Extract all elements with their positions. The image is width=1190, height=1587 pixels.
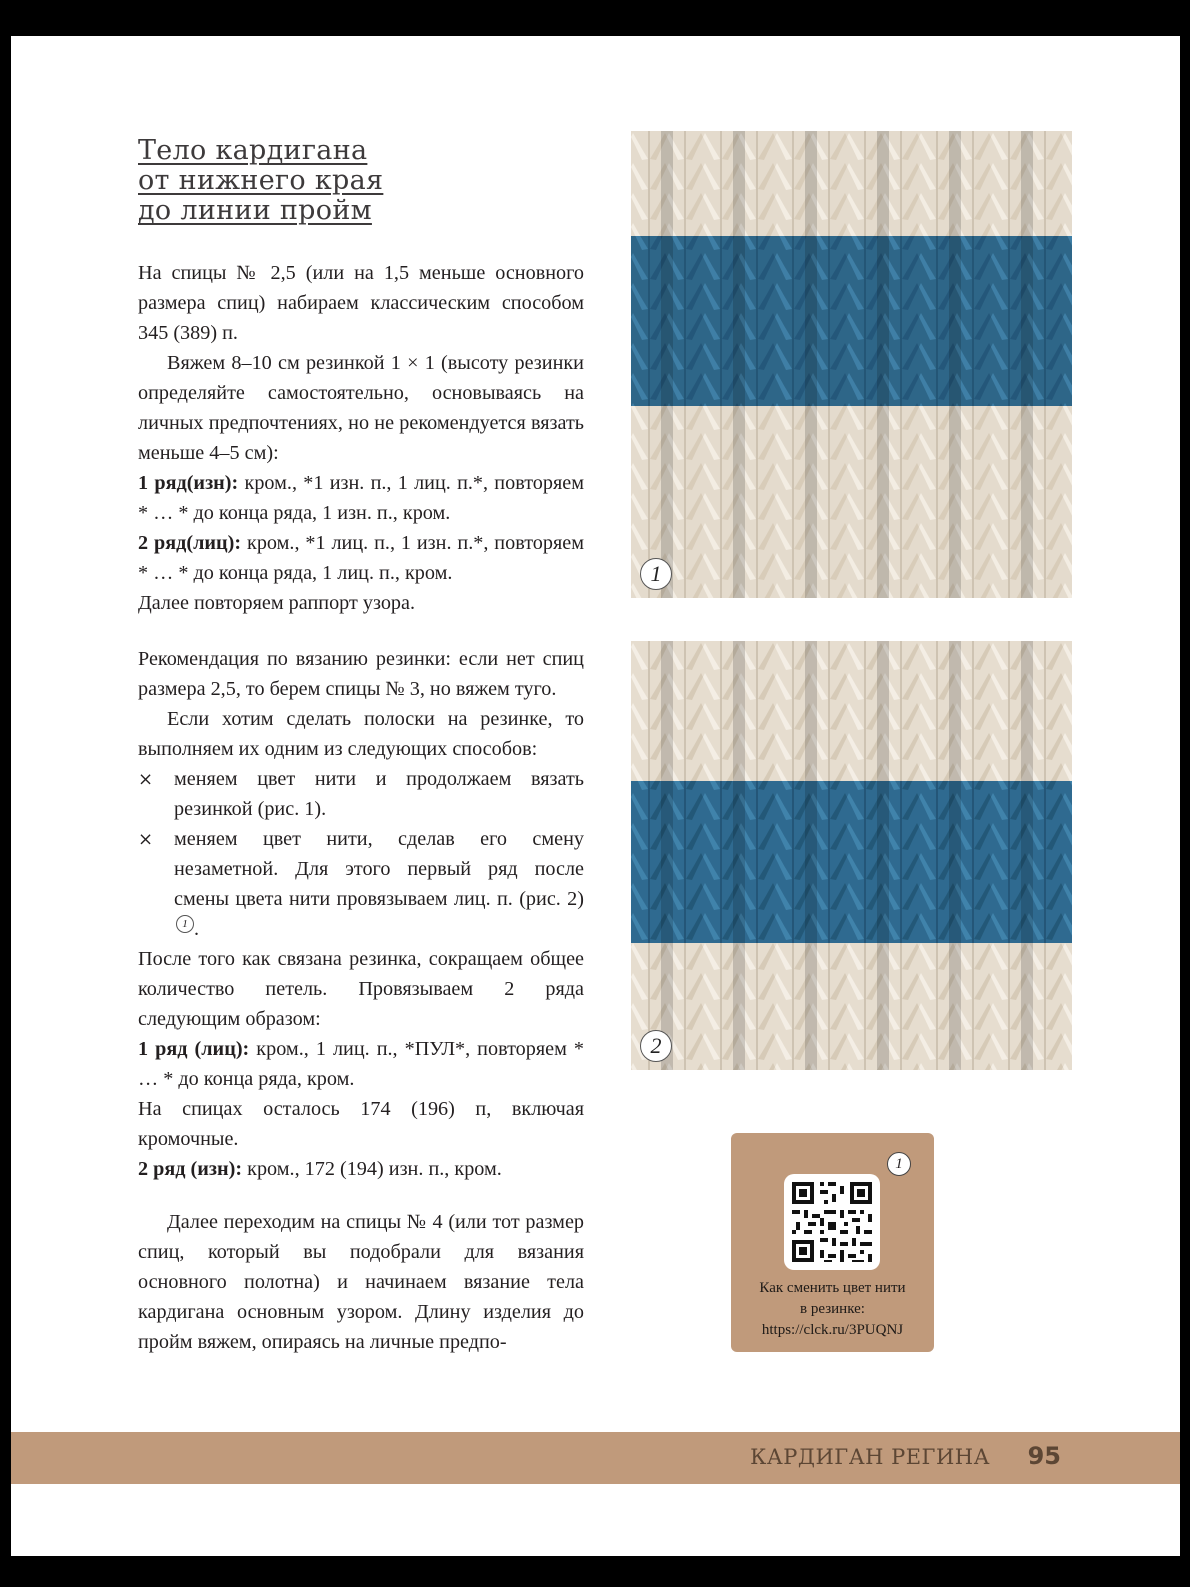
page-number: 95: [1027, 1442, 1061, 1470]
knit-texture-image: [631, 641, 1072, 1070]
paragraph-stripes: Если хотим сделать полоски на резинке, то выполняем их одним из следующих способов:: [138, 708, 584, 760]
qr-code-icon[interactable]: [784, 1174, 880, 1270]
qr-caption-line-1: Как сменить цвет нити: [759, 1280, 906, 1296]
title-line-3: до линии пройм: [138, 195, 372, 226]
paragraph-decrease: После того как связана резинка, сокращаем общее количество петель. Провязываем 2 ряда следующим образом:: [138, 948, 584, 1030]
stripe-methods-list: [138, 764, 584, 944]
list-item-text: меняем цвет нити, сделав его смену незаметной. Для этого первый ряд после смены цвета нити провязываем лиц. п. (рис. 2): [174, 828, 584, 910]
row-label: 1 ряд(изн):: [138, 472, 239, 494]
row-text: кром., *1 изн. п., 1 лиц. п.*, повторяем * … * до конца ряда, 1 изн. п., кром.: [138, 472, 585, 524]
list-item-end: .: [194, 918, 200, 940]
qr-link[interactable]: https://clck.ru/3PUQNJ: [761, 1322, 904, 1338]
paragraph-remaining: На спицах осталось 174 (196) п, включая кромочные.: [138, 1098, 584, 1150]
qr-caption-line-2: в резинке:: [800, 1301, 865, 1317]
figure-number-badge: 1: [640, 558, 672, 590]
title-line-1: Тело кардигана: [138, 135, 368, 166]
knitting-photo-2: [631, 641, 1072, 1070]
row-instruction: [138, 528, 584, 588]
figure-number-badge: 2: [640, 1030, 672, 1062]
text-block-cast-on: [138, 258, 584, 618]
list-item-text: меняем цвет нити и продолжаем вязать резинкой (рис. 1).: [174, 768, 584, 820]
row-label: 2 ряд (изн):: [138, 1158, 243, 1180]
row-instruction: [138, 468, 584, 528]
cross-bullet-icon: ⨯: [138, 829, 154, 849]
row-text: кром., 1 лиц. п., *ПУЛ*, повторяем * … * до конца ряда, кром.: [138, 1038, 584, 1090]
section-title: [138, 136, 383, 226]
row-label: 2 ряд(лиц):: [138, 532, 242, 554]
cross-bullet-icon: ⨯: [138, 769, 154, 789]
list-item: [138, 824, 584, 944]
qr-caption: [737, 1278, 928, 1341]
paragraph-repeat: Далее повторяем раппорт узора.: [138, 592, 416, 614]
footer-band: [11, 1432, 1180, 1484]
qr-code-box: [731, 1133, 934, 1352]
title-line-2: от нижнего края: [138, 165, 384, 196]
row-text: кром., 172 (194) изн. п., кром.: [242, 1158, 502, 1180]
footnote-number-badge: 1: [887, 1152, 911, 1176]
list-item: [138, 764, 584, 824]
paragraph-recommendation: Рекомендация по вязанию резинки: если нет спиц размера 2,5, то берем спицы № 3, но вяжем туго.: [138, 648, 584, 700]
knitting-photo-1: [631, 131, 1072, 598]
text-block-recommendation: [138, 644, 584, 1184]
row-instruction: [138, 1154, 584, 1184]
row-label: 1 ряд (лиц):: [138, 1038, 250, 1060]
running-title: КАРДИГАН РЕГИНА: [750, 1445, 990, 1469]
row-text: кром., *1 лиц. п., 1 изн. п.*, повторяем * … * до конца ряда, 1 лиц. п., кром.: [138, 532, 584, 584]
page: [11, 36, 1180, 1556]
text-block-main-pattern: [138, 1207, 584, 1357]
paragraph-ribbing: Вяжем 8–10 см резинкой 1 × 1 (высоту резинки определяйте самостоятельно, основываясь на личных предпочтениях, но не рекомендуется вязать меньше 4–5 см):: [138, 352, 584, 464]
knit-texture-image: [631, 131, 1072, 598]
footnote-ref: 1: [176, 915, 194, 933]
paragraph-cast-on: На спицы № 2,5 (или на 1,5 меньше основного размера спиц) набираем классическим способом 345 (389) п.: [138, 262, 584, 344]
paragraph-main-pattern: Далее переходим на спицы № 4 (или тот размер спиц, который вы подобрали для вязания основного полотна) и начинаем вязание тела кардигана основным узором. Длину изделия до пройм вяжем, опираясь на личные предпо-: [138, 1211, 584, 1353]
row-instruction: [138, 1034, 584, 1094]
